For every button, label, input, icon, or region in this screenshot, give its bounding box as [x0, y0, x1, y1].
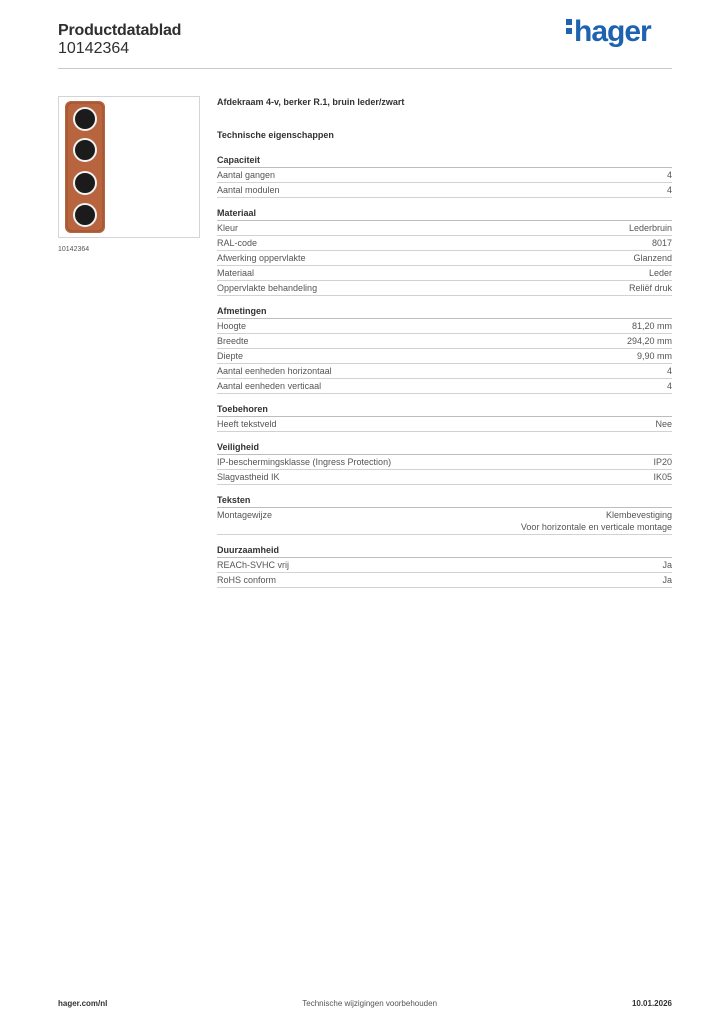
footer-disclaimer: Technische wijzigingen voorbehouden — [302, 999, 438, 1008]
spec-section — [217, 494, 672, 535]
page-title: Productdatablad — [58, 22, 182, 39]
spec-value-group — [652, 237, 672, 249]
spec-value: 9,90 mm — [636, 351, 672, 361]
footer-website[interactable]: hager.com/nl — [58, 999, 108, 1008]
spec-value: Ja — [662, 560, 672, 570]
page-footer — [58, 999, 672, 1008]
spec-label: Aantal eenheden horizontaal — [217, 366, 332, 376]
spec-value: 4 — [666, 185, 672, 195]
spec-value: IK05 — [653, 472, 672, 482]
section-title: Materiaal — [217, 207, 672, 221]
spec-value-group — [649, 267, 672, 279]
spec-value-group — [667, 169, 672, 181]
section-title: Toebehoren — [217, 403, 672, 417]
spec-value-group — [667, 380, 672, 392]
spec-value: Leder — [648, 268, 672, 278]
product-image — [59, 97, 199, 237]
product-name: Afdekraam 4-v, berker R.1, bruin leder/zwart — [217, 97, 405, 107]
opening-1 — [74, 108, 96, 130]
spec-value-group — [653, 471, 672, 483]
spec-label: RoHS conform — [217, 575, 277, 585]
spec-section — [217, 544, 672, 588]
header-divider — [58, 68, 672, 69]
spec-value-group — [662, 574, 672, 586]
spec-row — [217, 417, 672, 432]
spec-value-group — [627, 335, 672, 347]
spec-value-group — [667, 184, 672, 196]
spec-label: RAL-code — [217, 238, 258, 248]
spec-value-group — [655, 418, 672, 430]
logo-dots-icon — [566, 16, 573, 37]
tech-properties-heading: Technische eigenschappen — [217, 130, 334, 140]
spec-label: IP-beschermingsklasse (Ingress Protection) — [217, 457, 392, 467]
spec-row — [217, 558, 672, 573]
spec-value-group — [629, 222, 672, 234]
spec-value: Nee — [655, 419, 672, 429]
spec-value: 4 — [666, 366, 672, 376]
spec-value: Ja — [662, 575, 672, 585]
spec-value-group — [662, 559, 672, 571]
spec-row — [217, 508, 672, 535]
spec-value: IP20 — [653, 457, 672, 467]
section-title: Afmetingen — [217, 305, 672, 319]
spec-row — [217, 455, 672, 470]
logo-text: hager — [574, 15, 651, 48]
opening-3 — [74, 172, 96, 194]
spec-value: 294,20 mm — [626, 336, 672, 346]
spec-label: Afwerking oppervlakte — [217, 253, 306, 263]
spec-section — [217, 305, 672, 394]
spec-row — [217, 281, 672, 296]
spec-row — [217, 334, 672, 349]
spec-section — [217, 154, 672, 198]
spec-value: Reliëf druk — [628, 283, 672, 293]
spec-label: Oppervlakte behandeling — [217, 283, 318, 293]
spec-row — [217, 236, 672, 251]
spec-value: Glanzend — [633, 253, 672, 263]
opening-2 — [74, 139, 96, 161]
spec-row — [217, 573, 672, 588]
spec-content — [217, 96, 672, 597]
spec-label: Heeft tekstveld — [217, 419, 277, 429]
spec-section — [217, 441, 672, 485]
section-title: Veiligheid — [217, 441, 672, 455]
spec-value-group — [521, 509, 672, 533]
spec-row — [217, 183, 672, 198]
spec-row — [217, 470, 672, 485]
spec-label: Montagewijze — [217, 510, 273, 520]
section-title: Teksten — [217, 494, 672, 508]
spec-row — [217, 349, 672, 364]
spec-value-group — [629, 282, 672, 294]
spec-row — [217, 221, 672, 236]
spec-label: Aantal eenheden verticaal — [217, 381, 322, 391]
spec-section — [217, 403, 672, 432]
spec-value: Lederbruin — [628, 223, 672, 233]
spec-label: Aantal modulen — [217, 185, 280, 195]
spec-value-group — [633, 252, 672, 264]
spec-label: REACh-SVHC vrij — [217, 560, 290, 570]
spec-value: Klembevestiging — [605, 510, 672, 520]
spec-value: 81,20 mm — [631, 321, 672, 331]
spec-label: Hoogte — [217, 321, 247, 331]
spec-section — [217, 207, 672, 296]
spec-value-group — [637, 350, 672, 362]
image-caption: 10142364 — [58, 246, 90, 253]
spec-value-group — [632, 320, 672, 332]
spec-row — [217, 379, 672, 394]
hager-logo — [566, 14, 651, 50]
spec-row — [217, 319, 672, 334]
product-number: 10142364 — [58, 40, 130, 57]
spec-value: 4 — [666, 381, 672, 391]
spec-value-group — [667, 365, 672, 377]
footer-date: 10.01.2026 — [631, 999, 672, 1008]
section-title: Capaciteit — [217, 154, 672, 168]
spec-row — [217, 251, 672, 266]
spec-row — [217, 266, 672, 281]
spec-label: Materiaal — [217, 268, 255, 278]
section-title: Duurzaamheid — [217, 544, 672, 558]
spec-sections — [217, 154, 672, 588]
spec-label: Kleur — [217, 223, 239, 233]
spec-row — [217, 168, 672, 183]
opening-4 — [74, 204, 96, 226]
spec-value-group — [653, 456, 672, 468]
product-image-frame — [58, 96, 200, 238]
spec-row — [217, 364, 672, 379]
spec-value-extra: Voor horizontale en verticale montage — [520, 522, 672, 532]
spec-value: 8017 — [651, 238, 672, 248]
spec-label: Aantal gangen — [217, 170, 276, 180]
spec-label: Breedte — [217, 336, 249, 346]
spec-value: 4 — [666, 170, 672, 180]
spec-label: Diepte — [217, 351, 244, 361]
spec-label: Slagvastheid IK — [217, 472, 280, 482]
